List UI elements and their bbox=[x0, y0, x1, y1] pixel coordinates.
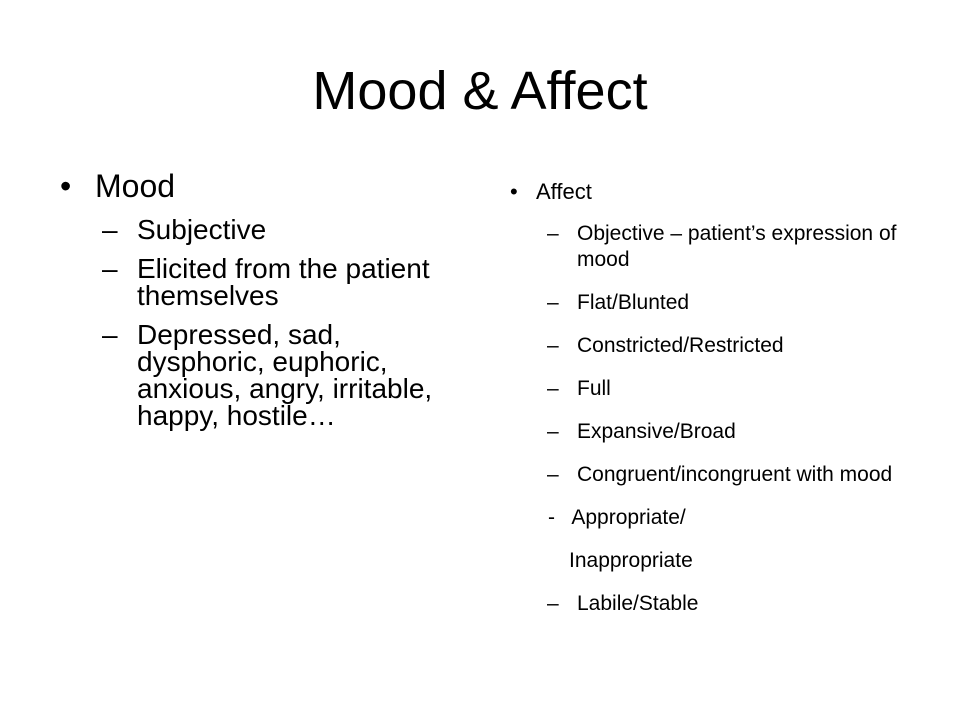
dash-marker: – bbox=[547, 592, 559, 615]
mood-column bbox=[60, 168, 460, 429]
affect-heading: Affect bbox=[536, 179, 592, 204]
affect-item-flat bbox=[510, 290, 910, 316]
affect-item-objective bbox=[510, 221, 910, 273]
mood-item-examples bbox=[60, 321, 460, 429]
affect-item-inappropriate: Inappropriate bbox=[569, 549, 693, 572]
mood-heading: Mood bbox=[95, 168, 176, 204]
dash-marker: – bbox=[547, 377, 559, 400]
dash-marker: – bbox=[547, 463, 559, 486]
mood-item-text: Subjective bbox=[137, 214, 267, 245]
affect-item-text: Congruent/incongruent with mood bbox=[577, 463, 893, 486]
dash-marker: – bbox=[547, 334, 559, 357]
mood-item-subjective bbox=[60, 216, 460, 243]
affect-item-text: Objective – patient’s expression of mood bbox=[577, 222, 897, 271]
affect-item-expansive bbox=[510, 419, 910, 445]
affect-heading-bullet bbox=[510, 177, 910, 207]
mood-item-text: Depressed, sad, dysphoric, euphoric, anxious, angry, irritable, happy, hostile… bbox=[137, 319, 433, 431]
dash-marker: – bbox=[102, 253, 118, 284]
affect-item-full bbox=[510, 376, 910, 402]
affect-item-text: Constricted/Restricted bbox=[577, 334, 784, 357]
mood-item-text: Elicited from the patient themselves bbox=[137, 253, 430, 311]
dash-marker: – bbox=[547, 420, 559, 443]
mood-heading-bullet bbox=[60, 168, 460, 204]
affect-item-text: Labile/Stable bbox=[577, 592, 699, 615]
affect-item-text: Full bbox=[577, 377, 611, 400]
affect-item-text: Expansive/Broad bbox=[577, 420, 736, 443]
slide-title: Mood & Affect bbox=[312, 61, 648, 121]
affect-item-labile bbox=[510, 591, 910, 617]
bullet-marker: • bbox=[60, 168, 72, 204]
dash-marker: – bbox=[547, 291, 559, 314]
dash-marker: – bbox=[547, 222, 559, 245]
affect-item-text: Flat/Blunted bbox=[577, 291, 690, 314]
dash-marker: – bbox=[102, 319, 118, 350]
affect-item-appropriate: - Appropriate/ bbox=[548, 506, 686, 529]
affect-item-constricted bbox=[510, 333, 910, 359]
affect-item-congruent bbox=[510, 462, 910, 488]
bullet-marker: • bbox=[510, 179, 518, 204]
affect-column bbox=[510, 177, 910, 617]
dash-marker: – bbox=[102, 214, 118, 245]
mood-item-elicited bbox=[60, 255, 460, 309]
